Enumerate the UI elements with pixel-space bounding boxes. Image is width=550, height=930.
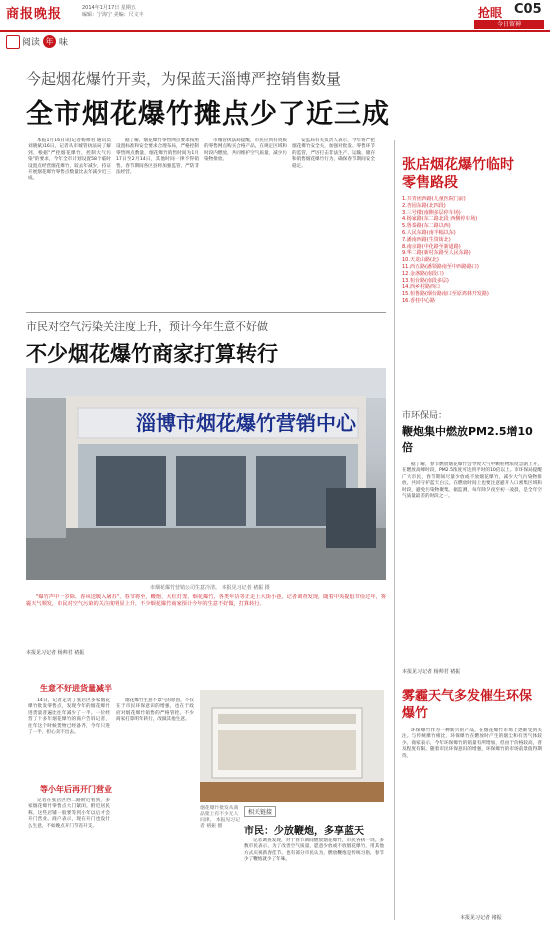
sidebar-text: 据了解，春节燃放烟花爆竹会导致大气中颗粒物浓度急剧上升，在燃放高峰时段，PM2.5浓度可达到平时的10倍以上。市环保局提醒广大市民，春节期间尽量少放或不放烟花爆竹，减少大气污染物排放，共同守护蓝天白云。在燃放时间上也要注意避开人口密集区域和时段，避免污染物聚集。据监测，每年除夕夜至初一凌晨，是全年空气质量最差的时段之一。: [402, 462, 542, 500]
sidebar-headline: 鞭炮集中燃放PM2.5增10倍: [402, 425, 533, 454]
logo: 商报晚报: [6, 7, 63, 22]
sidebar-list-item: 5.鲁泰路(东二路以西): [402, 223, 451, 230]
second-intro: "爆竹声中一岁除，春风送暖入屠苏"，春节将至，鞭炮、大红灯笼、烟花爆竹，各类年货等正走上大街小巷。记者调查发现，随着中央提倡节俭过年，雾霾天气频发，市民对空气污染的关注度明显上升，不少烟花爆竹商家预计今年的生意不好做，打算转行。: [26, 594, 386, 607]
column-text: 阅读: [22, 37, 41, 48]
sidebar-list-item: 4.杨家路(东二路北段 西侧停车场): [402, 216, 478, 223]
sidebar-list-item: 12.金盏路(南段口): [402, 270, 444, 277]
section-a-heading: 生意不好进货量减半: [40, 684, 112, 693]
photo-caption: 市烟花爆竹营销公司生意冷清。 本报见习记者 褚振 摄: [150, 585, 270, 591]
storefront-photo-image: [26, 368, 386, 580]
photo-sign-text: 淄博市烟花爆竹营销中心: [136, 411, 356, 435]
storefront-photo: [26, 368, 386, 580]
column-tail: 味: [59, 37, 69, 48]
sidebar-list-item: 13.桓台路(南段多层): [402, 277, 449, 284]
column-ornament-icon: [6, 35, 20, 49]
sidebar-list-item: 6.人民东路(南半幅以东): [402, 229, 456, 236]
box-title: 雾霾天气多发催生环保爆竹: [402, 689, 533, 721]
lead-col-1: 本报1月16日讯(记者杨帅君 通讯员刘晓斌)16日，记者从市城管执法局了解到，根据"严控烟花爆竹，控制大气污染"的要求，今年全市计划设置58个临时设置点经营烟花爆竹，较去年减少，持证开展烟花爆竹零售点数量比去年减少近三成。: [28, 138, 111, 182]
date-line: 2014年1月17日 星期五: [82, 5, 136, 11]
sidebar-title: 张店烟花爆竹临时零售路段: [402, 157, 514, 191]
second-subtitle: 市民对空气污染关注度上升，预计今年生意不好做: [26, 320, 268, 333]
sidebar-list-item: 2.杏园东路(北四段): [402, 202, 446, 209]
sidebar-list-item: 16.香桂中心路: [402, 297, 435, 304]
box-byline: 本报见习记者 褚振: [460, 915, 502, 921]
section-b-heading: 等小年后再开门营业: [40, 785, 112, 794]
related-tag: 相关链接: [244, 806, 276, 817]
sidebar-list-item: 1.共青团西路(儿童医院门前): [402, 196, 466, 202]
page-number: C05: [514, 2, 542, 17]
sidebar-list-item: 3.三号楼(南侧多层停车场): [402, 209, 461, 216]
sidebar-list-item: 8.南京路(中化路至新道路): [402, 243, 461, 250]
sidebar-list-item: 14.西乡村路西口: [402, 284, 440, 291]
sidebar-list-item: 11.西五路(潘领路南至中西路路口): [402, 263, 479, 270]
sidebar-list-item: 7.潘南西路(生资街北): [402, 236, 451, 243]
section-b-text: 记者在张店区西二路附近看到，多家烟花爆竹零售点大门紧闭。附近居民称，这些店铺一般要等到小年以后才会开门营业。商户表示，现在开门也没什么生意，不如晚点开门节省开支。: [28, 798, 110, 829]
sub-tag: 今日留神: [474, 20, 544, 29]
sidebar-byline: 本报见习记者 杨帅君 褚振: [402, 669, 461, 675]
section-c-text: 烟花爆竹生意不景气的原因，不仅在于市民环保意识的增强，也在于政府对烟花爆竹销售的严格管控。不少商家打算明年转行，改做其他生意。: [116, 698, 194, 723]
lead-col-3: 市城管执法局提醒，市民应到有资质的零售网点购买合格产品，在规定区域和时段内燃放，共同维护空气质量，减少污染物排放。: [204, 138, 287, 163]
lead-col-4: 安监局有关负责人表示，今年将严把烟花爆竹安全关，加强对批发、零售环节的监管，严厉打击非法生产、运输、储存和销售烟花爆竹行为，确保春节期间安全稳定。: [292, 138, 375, 169]
shelf-photo-image: [200, 690, 384, 802]
related-title: 市民：少放鞭炮，多享蓝天: [244, 826, 364, 837]
sidebar-kicker: 市环保局：: [402, 411, 448, 421]
related-text: 记者调查发现，对于春节期间燃放烟花爆竹，市民各执一词。多数市民表示，为了改善空气质量，愿意少放或不放烟花爆竹，用其他方式庆祝新春佳节。也有部分市民认为，燃放鞭炮是传统习俗，春节少了鞭炮就少了年味。: [244, 838, 384, 863]
editor-line: 编辑：宁海宁 美编：尺文丰: [82, 12, 144, 18]
second-title: 不少烟花爆竹商家打算转行: [26, 342, 278, 366]
second-byline: 本报见习记者 杨帅君 褚振: [26, 650, 85, 656]
box-text: 环保爆竹作为一种新兴的产品，在烟花爆竹市场上逐渐受到关注。与传统爆竹相比，环保爆竹在燃放时产生的烟尘和有害气体较少。商家表示，今年环保爆竹的销量有所增加，但由于价格较高，普及程度有限。随着市民环保意识的增强，环保爆竹的市场前景值得期待。: [402, 728, 542, 759]
sidebar-list-item: 9.华二路(新村东路至人民东路): [402, 250, 471, 257]
sidebar-list-item: 10.天龙山路(北): [402, 257, 439, 264]
shelf-photo: [200, 690, 384, 802]
masthead: [0, 0, 550, 52]
column-seal: 年: [43, 35, 56, 48]
sidebar-list-item: 15.桓鲁路(烟台路南口至原鸡林开发路): [402, 291, 489, 298]
sidebar-list: [402, 196, 540, 392]
lead-col-2: 据了解，烟花爆竹零售网点要求按照设置标准和安全要求合理布局，严格控制零售网点数量，烟花爆竹销售时间为1月17日至2月14日，其他时间一律不得销售。春节期间各区县将加强监管，严防非法经营。: [116, 138, 199, 176]
lead-title: 全市烟花爆竹摊点少了近三成: [26, 99, 390, 130]
lead-subtitle: 今起烟花爆竹开卖，为保蓝天淄博严控销售数量: [26, 70, 342, 88]
section-a-text: 14日，记者走访了张店区多家烟花爆竹批发零售点，发现今年的烟花爆竹进货量普遍比往年减少了一半。一位经营了十多年烟花爆竹的商户告诉记者，往年这个时候货物已经备齐，今年只进了一半，担心卖不出去。: [28, 698, 110, 736]
section-name: 抢眼: [478, 6, 503, 20]
shelf-photo-caption: 烟花爆竹批发从商品架上有不少无人问津。 本报见习记者 褚振 摄: [200, 806, 240, 829]
